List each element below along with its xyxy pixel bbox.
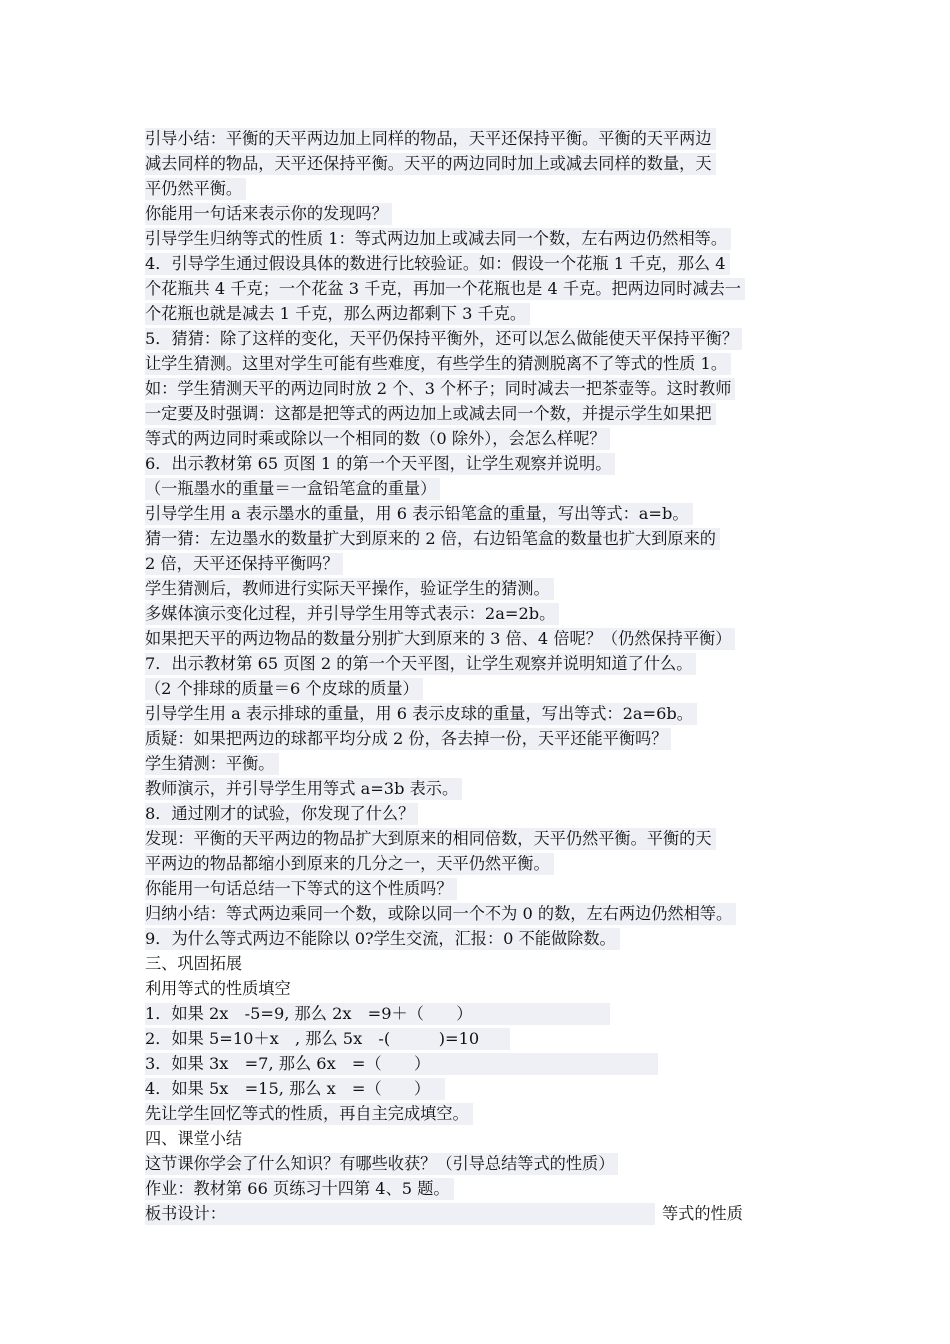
section-heading: 四、课堂小结	[145, 1129, 243, 1148]
paragraph-line: 2 倍，天平还保持平衡吗？	[145, 553, 343, 575]
paragraph-line: 你能用一句话总结一下等式的这个性质吗？	[145, 878, 457, 900]
paragraph-line: 引导学生归纳等式的性质 1：等式两边加上或减去同一个数，左右两边仍然相等。	[145, 228, 731, 250]
paragraph-line: 学生猜测后，教师进行实际天平操作，验证学生的猜测。	[145, 578, 554, 600]
paragraph-line: 8．通过刚才的试验，你发现了什么？	[145, 803, 418, 825]
paragraph-line: 作业：教材第 66 页练习十四第 4、5 题。	[145, 1178, 454, 1200]
paragraph-line: 7．出示教材第 65 页图 2 的第一个天平图，让学生观察并说明知道了什么。	[145, 653, 696, 675]
paragraph-line: 质疑：如果把两边的球都平均分成 2 份，各去掉一份，天平还能平衡吗？	[145, 728, 671, 750]
paragraph-line: 减去同样的物品，天平还保持平衡。天平的两边同时加上或减去同样的数量，天	[145, 153, 716, 175]
paragraph-line: 个花瓶也就是减去 1 千克，那么两边都剩下 3 千克。	[145, 303, 530, 325]
paragraph-line: 个花瓶共 4 千克；一个花盆 3 千克，再加一个花瓶也是 4 千克。把两边同时减去一	[145, 278, 745, 300]
paragraph-line: 等式的两边同时乘或除以一个相同的数（0 除外），会怎么样呢？	[145, 428, 610, 450]
exercise-item: 1．如果 2x -5=9, 那么 2x =9＋（ ）	[145, 1004, 473, 1023]
paragraph-line: 多媒体演示变化过程，并引导学生用等式表示：2a=2b。	[145, 603, 559, 625]
paragraph-line: 这节课你学会了什么知识？有哪些收获？（引导总结等式的性质）	[145, 1153, 618, 1175]
paragraph-line: 利用等式的性质填空	[145, 979, 291, 998]
exercise-item: 2．如果 5=10＋x , 那么 5x -( )=10	[145, 1029, 480, 1048]
paragraph-line: 一定要及时强调：这都是把等式的两边加上或减去同一个数，并提示学生如果把	[145, 403, 716, 425]
paragraph-line: （一瓶墨水的重量＝一盒铅笔盒的重量）	[145, 478, 440, 500]
paragraph-line: 如：学生猜测天平的两边同时放 2 个、3 个杯子；同时减去一把茶壶等。这时教师	[145, 378, 735, 400]
paragraph-line: 5．猜猜：除了这样的变化，天平仍保持平衡外，还可以怎么做能使天平保持平衡？	[145, 328, 742, 350]
exercise-item: 3．如果 3x =7, 那么 6x =（ ）	[145, 1054, 431, 1073]
paragraph-line: （2 个排球的质量＝6 个皮球的质量）	[145, 678, 423, 700]
paragraph-line: 先让学生回忆等式的性质，再自主完成填空。	[145, 1103, 473, 1125]
paragraph-line: 归纳小结：等式两边乘同一个数，或除以同一个不为 0 的数，左右两边仍然相等。	[145, 903, 736, 925]
paragraph-line: 猜一猜：左边墨水的数量扩大到原来的 2 倍，右边铅笔盒的数量也扩大到原来的	[145, 528, 720, 550]
paragraph-line: 9．为什么等式两边不能除以 0?学生交流，汇报：0 不能做除数。	[145, 928, 620, 950]
board-title: 等式的性质	[662, 1204, 743, 1223]
paragraph-line: 6．出示教材第 65 页图 1 的第一个天平图，让学生观察并说明。	[145, 453, 615, 475]
paragraph-line: 学生猜测：平衡。	[145, 753, 279, 775]
exercise-item: 4．如果 5x =15, 那么 x =（ ）	[145, 1079, 431, 1098]
paragraph-line: 发现：平衡的天平两边的物品扩大到原来的相同倍数，天平仍然平衡。平衡的天	[145, 828, 716, 850]
paragraph-line: 平仍然平衡。	[145, 178, 246, 200]
paragraph-line: 平两边的物品都缩小到原来的几分之一，天平仍然平衡。	[145, 853, 554, 875]
paragraph-line: 引导学生用 a 表示排球的重量，用 6 表示皮球的重量，写出等式：2a=6b。	[145, 703, 697, 725]
paragraph-line: 如果把天平的两边物品的数量分别扩大到原来的 3 倍、4 倍呢？（仍然保持平衡）	[145, 628, 735, 650]
paragraph-line: 引导小结：平衡的天平两边加上同样的物品，天平还保持平衡。平衡的天平两边	[145, 128, 716, 150]
paragraph-line: 引导学生用 a 表示墨水的重量，用 6 表示铅笔盒的重量，写出等式：a=b。	[145, 503, 693, 525]
board-design-label: 板书设计：	[145, 1204, 226, 1223]
paragraph-line: 你能用一句话来表示你的发现吗？	[145, 203, 392, 225]
section-heading: 三、巩固拓展	[145, 954, 243, 973]
paragraph-line: 教师演示，并引导学生用等式 a=3b 表示。	[145, 778, 462, 800]
paragraph-line: 4．引导学生通过假设具体的数进行比较验证。如：假设一个花瓶 1 千克，那么 4	[145, 253, 730, 275]
paragraph-line: 让学生猜测。这里对学生可能有些难度，有些学生的猜测脱离不了等式的性质 1。	[145, 353, 731, 375]
